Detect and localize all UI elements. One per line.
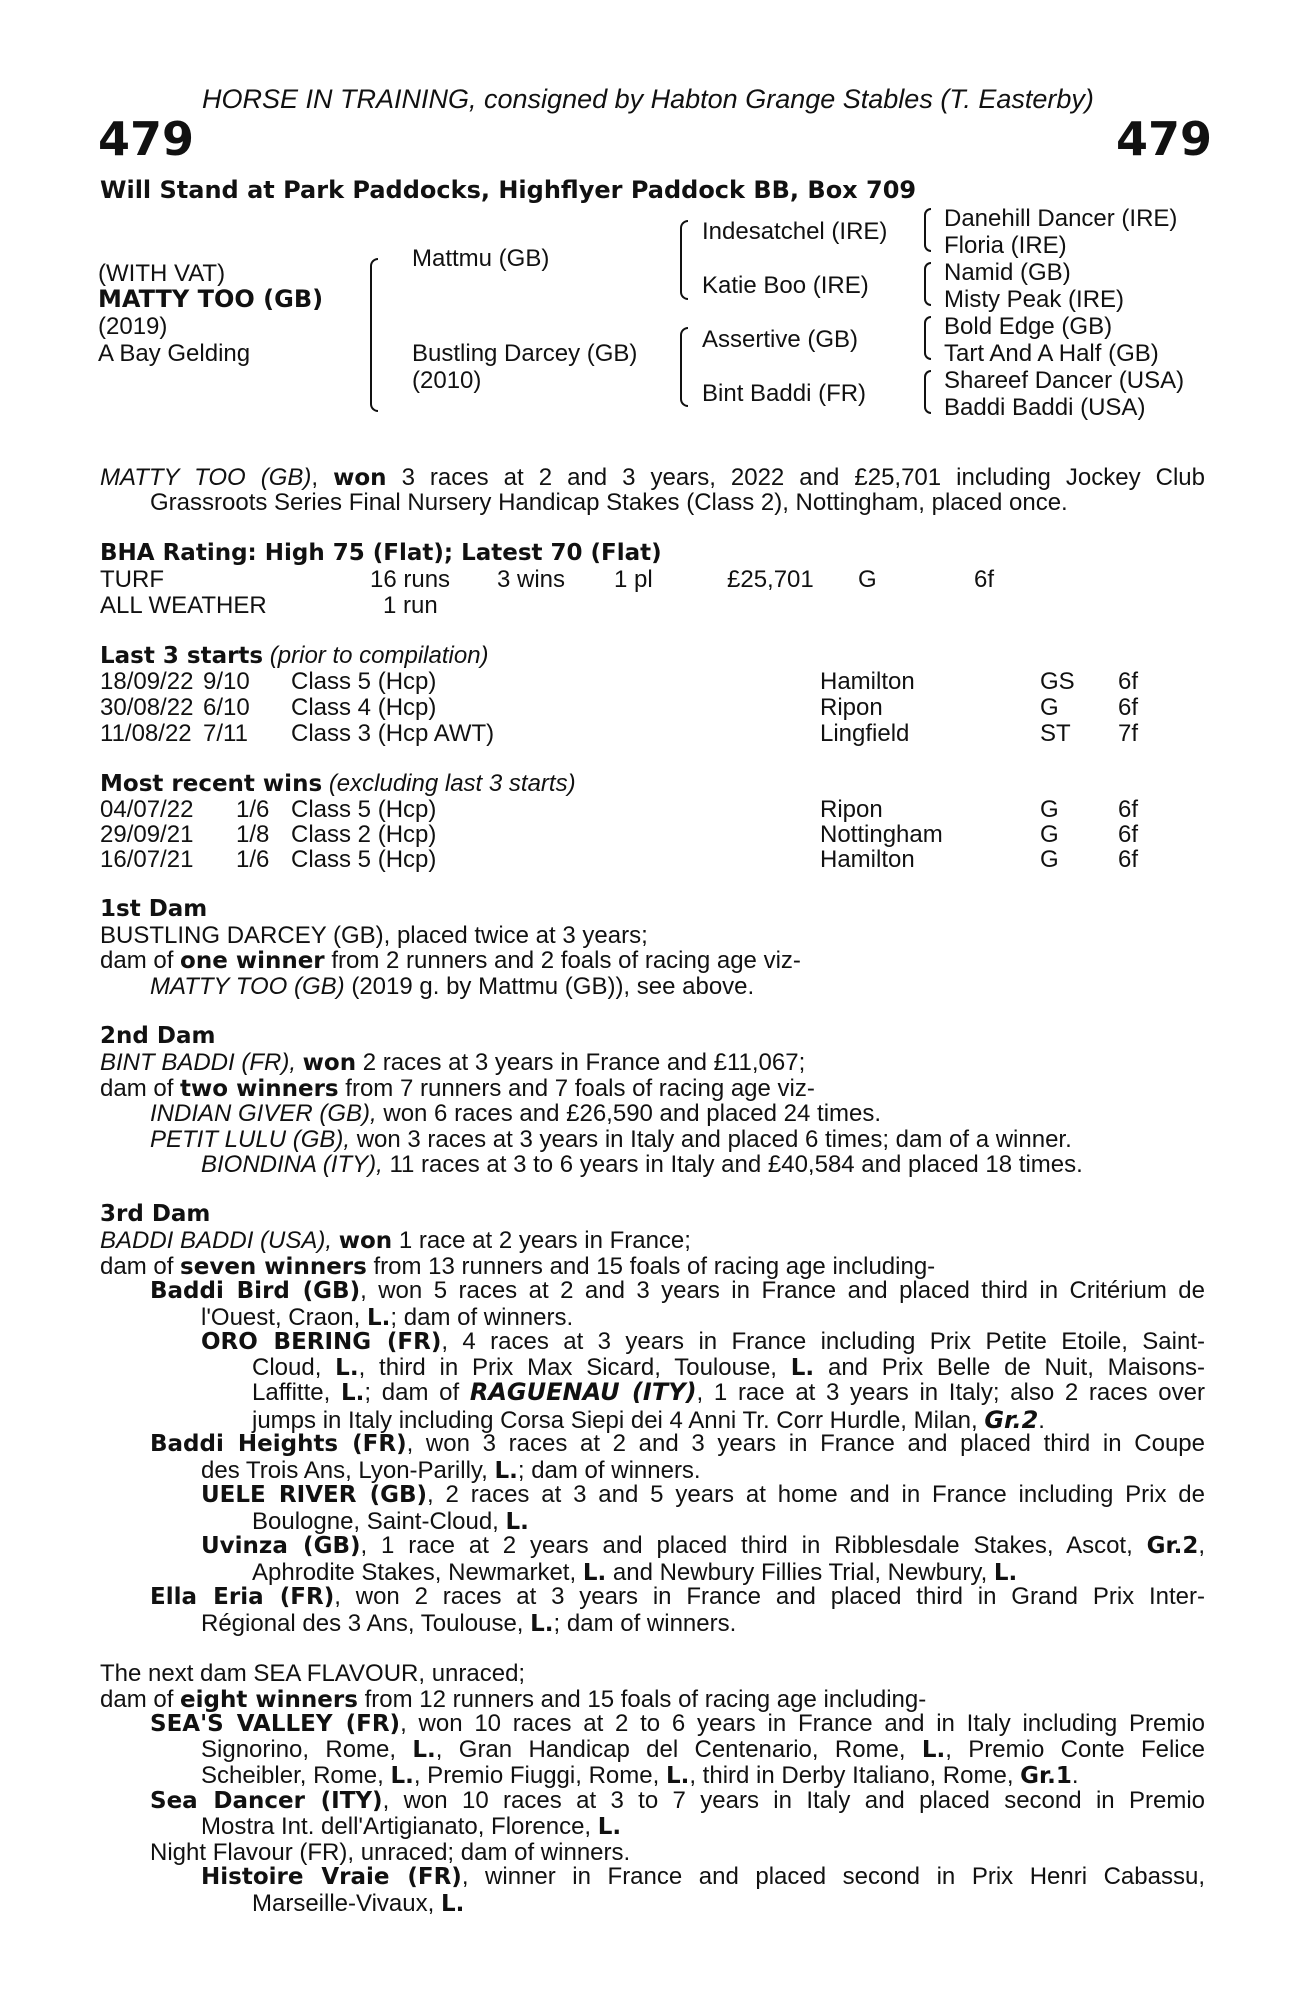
third-dam-line-1 xyxy=(100,1227,691,1255)
row-date: 16/07/21 xyxy=(100,846,194,873)
row-course: Ripon xyxy=(820,694,883,721)
row-date: 18/09/22 xyxy=(100,668,194,695)
text: , won 3 races at 2 and 3 years in France and placed third in Coupe xyxy=(406,1430,1205,1457)
text: , 1 race at 3 years in Italy; also 2 races over xyxy=(696,1379,1205,1406)
recent-note: (excluding last 3 starts) xyxy=(328,770,576,797)
listed-label: L. xyxy=(440,1891,465,1917)
group-label: Gr.1 xyxy=(1020,1763,1072,1789)
won-label: won xyxy=(338,1228,393,1254)
dam-sire: Assertive (GB) xyxy=(702,326,859,353)
row-race: Class 4 (Hcp) xyxy=(291,694,437,721)
row-date: 29/09/21 xyxy=(100,821,194,848)
summary-line-1: MATTY TOO (GB), won 3 races at 2 and 3 years, 2022 and £25,701 including Jockey Club xyxy=(100,464,1205,491)
third-dam-heading: 3rd Dam xyxy=(100,1201,211,1227)
row-date: 30/08/22 xyxy=(100,694,194,721)
row-distance: 6f xyxy=(1118,796,1139,823)
text: Laffitte, xyxy=(252,1379,331,1406)
text: ; dam of xyxy=(364,1379,460,1406)
group-label: Gr.2 xyxy=(984,1406,1039,1434)
row-race: Class 5 (Hcp) xyxy=(291,668,437,695)
text: , 4 races at 3 years in France including Prix Petite Etoile, Saint- xyxy=(441,1328,1205,1355)
row-course: Hamilton xyxy=(820,846,915,873)
text: dam of xyxy=(100,1686,174,1713)
winners-count: one winner xyxy=(180,948,325,974)
ancestor-3: Namid (GB) xyxy=(944,259,1071,286)
sire-dam-brace xyxy=(370,258,378,412)
text: , 2 races at 3 and 5 years at home and in France including Prix de xyxy=(427,1481,1205,1508)
row-course: Hamilton xyxy=(820,668,915,695)
turf-distance: 6f xyxy=(974,566,995,593)
second-dam-line-1 xyxy=(100,1049,805,1077)
row-position: 1/8 xyxy=(236,821,270,848)
text: Scheibler, Rome, xyxy=(201,1762,384,1789)
recent-title: Most recent wins xyxy=(100,771,323,797)
progeny-name: Uvinza (GB) xyxy=(201,1533,361,1559)
text: ; dam of winners. xyxy=(390,1304,574,1331)
ancestor-7: Shareef Dancer (USA) xyxy=(944,367,1185,394)
progeny-name: INDIAN GIVER (GB), xyxy=(150,1100,377,1127)
progeny-name: Baddi Heights (FR) xyxy=(150,1431,407,1457)
ancestor-2: Floria (IRE) xyxy=(944,232,1067,259)
listed-label: L. xyxy=(340,1380,365,1406)
text: jumps in Italy including Corsa Siepi dei 4 Anni Tr. Corr Hurdle, Milan, xyxy=(252,1407,978,1434)
oro-bering-line-4: jumps in Italy including Corsa Siepi dei 4 Anni Tr. Corr Hurdle, Milan, Gr.2. xyxy=(252,1406,1045,1434)
oro-bering-line-2 xyxy=(252,1355,1205,1382)
text: from 12 runners and 15 foals of racing age including- xyxy=(364,1686,927,1713)
progeny-name: UELE RIVER (GB) xyxy=(201,1482,428,1508)
vat-note: (WITH VAT) xyxy=(98,260,226,287)
row-course: Lingfield xyxy=(820,720,910,747)
text: won 6 races and £26,590 and placed 24 times. xyxy=(383,1100,882,1127)
text: , third in Prix Max Sicard, Toulouse, xyxy=(358,1354,777,1381)
recent-heading xyxy=(100,770,576,798)
dam-name: BADDI BADDI (USA), xyxy=(100,1227,333,1254)
text: Cloud, xyxy=(252,1354,322,1381)
oro-bering-line-3 xyxy=(252,1380,1205,1407)
text: 2 races at 3 years in France and £11,067; xyxy=(362,1049,806,1076)
text: Signorino, Rome, xyxy=(201,1736,397,1763)
row-race: Class 2 (Hcp) xyxy=(291,821,437,848)
text: dam of xyxy=(100,1075,174,1102)
horse-year: (2019) xyxy=(98,313,168,340)
seas-valley-line-2 xyxy=(201,1737,1205,1764)
sire: Mattmu (GB) xyxy=(412,245,550,272)
text: ; dam of winners. xyxy=(517,1457,701,1484)
turf-going: G xyxy=(858,566,877,593)
row-going: G xyxy=(1040,694,1059,721)
progeny-name: Ella Eria (FR) xyxy=(150,1584,335,1610)
aw-runs: 1 run xyxy=(383,592,438,619)
text: Boulogne, Saint-Cloud, xyxy=(252,1508,499,1535)
next-dam-line-1: The next dam SEA FLAVOUR, unraced; xyxy=(100,1660,526,1687)
row-distance: 6f xyxy=(1118,821,1139,848)
text: , Premio Fiuggi, Rome, xyxy=(413,1762,660,1789)
row-position: 7/11 xyxy=(203,720,248,747)
dam-dam: Bint Baddi (FR) xyxy=(702,380,867,407)
text: (2019 g. by Mattmu (GB)), see above. xyxy=(351,973,755,1000)
gp-brace-4 xyxy=(924,370,931,414)
text: , won 5 races at 2 and 3 years in France and placed third in Critérium de xyxy=(360,1277,1205,1304)
row-date: 04/07/22 xyxy=(100,796,194,823)
listed-label: L. xyxy=(790,1355,815,1381)
oro-bering-line-1 xyxy=(201,1329,1205,1356)
uele-river-line-1 xyxy=(201,1482,1205,1509)
winners-count: eight winners xyxy=(180,1687,358,1713)
text: dam of xyxy=(100,1253,174,1280)
listed-label: L. xyxy=(665,1763,690,1789)
listed-label: L. xyxy=(494,1458,518,1484)
text: , Gran Handicap del Centenario, Rome, xyxy=(435,1736,906,1763)
text: , won 2 races at 3 years in France and placed third in Grand Prix Inter- xyxy=(334,1583,1206,1610)
dam-brace xyxy=(680,327,688,407)
text: , third in Derby Italiano, Rome, xyxy=(689,1762,1014,1789)
text: 1 race at 2 years in France; xyxy=(398,1227,691,1254)
aw-label: ALL WEATHER xyxy=(100,592,267,619)
turf-runs: 16 runs xyxy=(370,566,451,593)
row-distance: 6f xyxy=(1118,694,1139,721)
winners-count: two winners xyxy=(180,1076,339,1102)
text: and Prix Belle de Nuit, Maisons- xyxy=(827,1354,1206,1381)
first-dam-line-2 xyxy=(100,947,801,975)
second-dam-heading: 2nd Dam xyxy=(100,1023,216,1049)
listed-label: L. xyxy=(530,1611,554,1637)
text: des Trois Ans, Lyon-Parilly, xyxy=(201,1457,488,1484)
progeny-name: MATTY TOO (GB) xyxy=(150,973,345,1000)
listed-label: L. xyxy=(367,1305,391,1331)
text: from 2 runners and 2 foals of racing age viz- xyxy=(331,947,801,974)
text: 11 races at 3 to 6 years in Italy and £40,584 and placed 18 times. xyxy=(389,1151,1083,1178)
progeny-name: ORO BERING (FR) xyxy=(201,1329,442,1355)
lot-number-left: 479 xyxy=(98,112,195,166)
turf-placed: 1 pl xyxy=(614,566,653,593)
seas-valley-line-1 xyxy=(150,1711,1205,1738)
ella-eria-line-1 xyxy=(150,1584,1205,1611)
summary-horse-name: MATTY TOO (GB) xyxy=(100,464,312,491)
gp-brace-1 xyxy=(924,208,931,252)
ella-eria-line-2 xyxy=(201,1610,736,1638)
listed-label: L. xyxy=(921,1737,946,1763)
text: , won 10 races at 2 to 6 years in France and in Italy including Premio xyxy=(400,1710,1205,1737)
progeny-name: BIONDINA (ITY), xyxy=(201,1151,383,1178)
row-race: Class 5 (Hcp) xyxy=(291,846,437,873)
text: Régional des 3 Ans, Toulouse, xyxy=(201,1610,524,1637)
row-race: Class 5 (Hcp) xyxy=(291,796,437,823)
row-distance: 6f xyxy=(1118,668,1139,695)
baddi-bird-line-1 xyxy=(150,1278,1205,1305)
sire-sire: Indesatchel (IRE) xyxy=(702,218,888,245)
listed-label: L. xyxy=(505,1509,529,1535)
uvinza-line-1: Uvinza (GB), 1 race at 2 years and placed third in Ribblesdale Stakes, Ascot, Gr.2, xyxy=(201,1532,1206,1559)
listed-label: L. xyxy=(582,1560,607,1586)
ancestor-8: Baddi Baddi (USA) xyxy=(944,394,1146,421)
last3-heading xyxy=(100,642,489,670)
turf-wins: 3 wins xyxy=(497,566,566,593)
baddi-heights-line-1 xyxy=(150,1431,1205,1458)
row-course: Ripon xyxy=(820,796,883,823)
second-dam-line-2 xyxy=(100,1075,815,1103)
listed-label: L. xyxy=(390,1763,414,1789)
text: , winner in France and placed second in Prix Henri Cabassu, xyxy=(461,1863,1205,1890)
text: , Premio Conte Felice xyxy=(945,1736,1205,1763)
histoire-vraie-line-1 xyxy=(201,1864,1205,1891)
text: won 3 races at 3 years in Italy and placed 6 times; dam of a winner. xyxy=(356,1126,1072,1153)
horse-description: A Bay Gelding xyxy=(98,340,251,367)
turf-label: TURF xyxy=(100,566,164,593)
ancestor-4: Misty Peak (IRE) xyxy=(944,286,1125,313)
text: Aphrodite Stakes, Newmarket, xyxy=(252,1559,577,1586)
second-dam-line-5 xyxy=(201,1151,1083,1179)
won-label: won xyxy=(302,1050,357,1076)
progeny-name: Baddi Bird (GB) xyxy=(150,1278,361,1304)
text: , won 10 races at 3 to 7 years in Italy and placed second in Premio xyxy=(382,1787,1206,1814)
dam-name: BINT BADDI (FR), xyxy=(100,1049,296,1076)
text: from 7 runners and 7 foals of racing age viz- xyxy=(345,1075,815,1102)
horse-name: MATTY TOO (GB) xyxy=(98,285,324,313)
listed-label: L. xyxy=(335,1355,359,1381)
last3-title: Last 3 starts xyxy=(100,643,264,669)
second-dam-line-3 xyxy=(150,1100,881,1128)
first-dam-heading: 1st Dam xyxy=(100,896,208,922)
row-going: G xyxy=(1040,846,1059,873)
row-going: GS xyxy=(1040,668,1075,695)
row-distance: 6f xyxy=(1118,846,1139,873)
text: dam of xyxy=(100,947,174,974)
row-going: G xyxy=(1040,821,1059,848)
turf-prize-money: £25,701 xyxy=(727,566,814,593)
progeny-name: RAGUENAU (ITY) xyxy=(469,1378,697,1406)
row-position: 6/10 xyxy=(203,694,250,721)
text: Marseille-Vivaux, xyxy=(252,1890,435,1917)
gp-brace-3 xyxy=(924,316,931,360)
row-going: ST xyxy=(1040,720,1071,747)
sea-dancer-line-2 xyxy=(201,1813,621,1841)
last3-note: (prior to compilation) xyxy=(269,642,489,669)
summary-line-2: Grassroots Series Final Nursery Handicap Stakes (Class 2), Nottingham, placed once. xyxy=(150,489,1068,516)
gp-brace-2 xyxy=(924,262,931,306)
summary-text-1: 3 races at 2 and 3 years, 2022 and £25,701 including Jockey Club xyxy=(401,464,1205,491)
row-race: Class 3 (Hcp AWT) xyxy=(291,720,495,747)
progeny-name: Histoire Vraie (FR) xyxy=(201,1864,462,1890)
histoire-vraie-line-2 xyxy=(252,1890,464,1918)
text: l'Ouest, Craon, xyxy=(201,1304,361,1331)
row-distance: 7f xyxy=(1118,720,1139,747)
sire-dam: Katie Boo (IRE) xyxy=(702,272,869,299)
text: Mostra Int. dell'Artigianato, Florence, xyxy=(201,1813,592,1840)
row-course: Nottingham xyxy=(820,821,943,848)
progeny-name: PETIT LULU (GB), xyxy=(150,1126,351,1153)
listed-label: L. xyxy=(412,1737,436,1763)
text: ; dam of winners. xyxy=(553,1610,737,1637)
row-going: G xyxy=(1040,796,1059,823)
consignment-line: HORSE IN TRAINING, consigned by Habton Grange Stables (T. Easterby) xyxy=(202,84,1094,114)
listed-label: L. xyxy=(597,1814,622,1840)
group-label: Gr.2 xyxy=(1146,1533,1199,1559)
row-date: 11/08/22 xyxy=(100,720,192,747)
text: , 1 race at 2 years and placed third in Ribblesdale Stakes, Ascot, xyxy=(360,1532,1133,1559)
stand-location: Will Stand at Park Paddocks, Highflyer Paddock BB, Box 709 xyxy=(100,176,917,204)
summary-won: won xyxy=(333,465,387,491)
ancestor-5: Bold Edge (GB) xyxy=(944,313,1113,340)
ancestor-1: Danehill Dancer (IRE) xyxy=(944,205,1178,232)
row-position: 1/6 xyxy=(236,796,270,823)
text: and Newbury Fillies Trial, Newbury, xyxy=(612,1559,988,1586)
listed-label: L. xyxy=(993,1560,1018,1586)
second-dam-line-4 xyxy=(150,1126,1072,1154)
first-dam-line-3 xyxy=(150,973,754,1001)
ancestor-6: Tart And A Half (GB) xyxy=(944,340,1159,367)
dam-year: (2010) xyxy=(412,367,482,394)
seas-valley-line-3: Scheibler, Rome, L., Premio Fiuggi, Rome, L., third in Derby Italiano, Rome, Gr.1. xyxy=(201,1762,1079,1789)
dam: Bustling Darcey (GB) xyxy=(412,340,638,367)
row-position: 9/10 xyxy=(203,668,250,695)
progeny-name: SEA'S VALLEY (FR) xyxy=(150,1711,401,1737)
row-position: 1/6 xyxy=(236,846,270,873)
progeny-name: Sea Dancer (ITY) xyxy=(150,1788,383,1814)
sea-dancer-line-1 xyxy=(150,1788,1205,1815)
sire-brace xyxy=(680,220,688,300)
text: from 13 runners and 15 foals of racing age including- xyxy=(373,1253,936,1280)
rating-title: BHA Rating: High 75 (Flat); Latest 70 (Flat) xyxy=(100,540,662,566)
winners-count: seven winners xyxy=(180,1254,367,1280)
first-dam-line-1: BUSTLING DARCEY (GB), placed twice at 3 years; xyxy=(100,922,648,949)
night-flavour-line: Night Flavour (FR), unraced; dam of winners. xyxy=(150,1839,631,1866)
lot-number-right: 479 xyxy=(1116,112,1213,166)
